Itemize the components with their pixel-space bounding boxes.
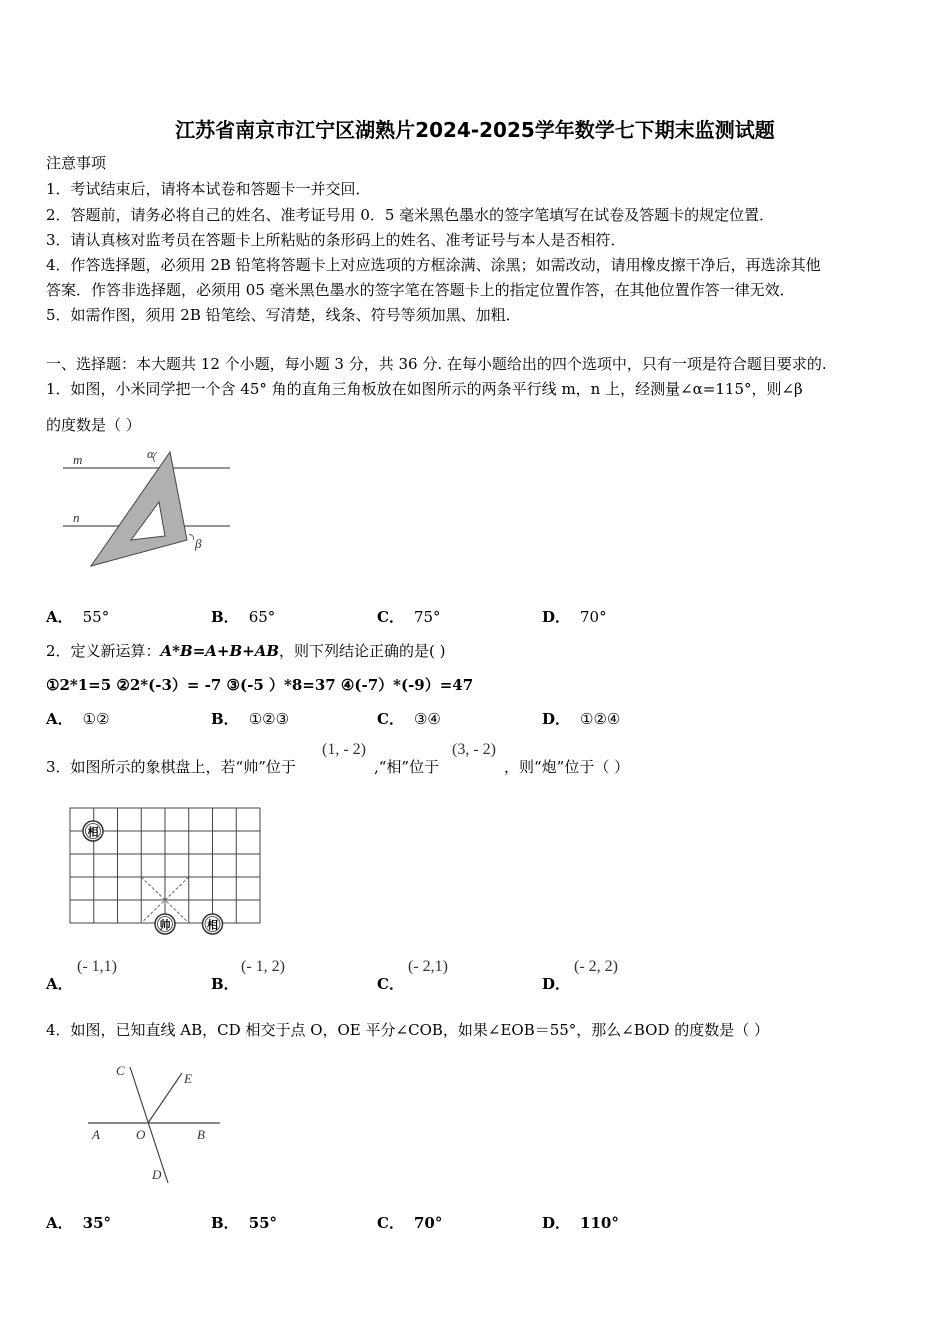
q2-option-a[interactable] (46, 708, 110, 729)
label-c: C (116, 1063, 125, 1078)
coord-xiang: (3, - 2) (452, 741, 496, 758)
option-text: ③④ (413, 710, 441, 728)
notice-item: 5．如需作图，须用 2B 铅笔绘、写清楚，线条、符号等须加黑、加粗． (46, 306, 521, 324)
option-text: 35° (82, 1214, 112, 1232)
option-key: C． (377, 975, 404, 993)
option-text: 75° (413, 608, 441, 626)
label-a: A (92, 1127, 100, 1142)
question-4-stem: 4．如图，已知直线 AB，CD 相交于点 O，OE 平分∠COB，如果∠EOB＝55°，那么∠BOD 的度数是（ ） (46, 1021, 770, 1039)
line-cd (130, 1067, 168, 1183)
q1-option-c[interactable] (377, 606, 441, 627)
q3-option-b-text: (- 1, 2) (241, 958, 285, 975)
q3-option-a-text: (- 1,1) (77, 958, 117, 975)
option-text: ①② (82, 710, 110, 728)
option-key: B． (211, 975, 239, 993)
option-key: C． (377, 710, 404, 728)
option-key: A． (46, 608, 73, 626)
option-text: ①②③ (248, 710, 290, 728)
question-3-stem-end: ，则“炮”位于（ ） (504, 758, 630, 776)
section-heading: 一、选择题：本大题共 12 个小题，每小题 3 分，共 36 分. 在每小题给出的四个选项中，只有一项是符合题目要求的. (46, 355, 827, 373)
chess-piece-shuai (155, 914, 175, 934)
chess-piece-xiang (203, 914, 223, 934)
q2-option-c[interactable] (377, 708, 441, 729)
notice-item: 2．答题前，请务必将自己的姓名、准考证号用 0．5 毫米黑色墨水的签字笔填写在试卷及答题卡的规定位置． (46, 206, 775, 224)
coord-shuai: (1, - 2) (322, 741, 366, 758)
option-key: B． (211, 1214, 239, 1232)
option-key: D． (542, 1214, 571, 1232)
question-1-stem-cont: 的度数是（ ） (46, 416, 141, 434)
notice-item: 3．请认真核对监考员在答题卡上所粘贴的条形码上的姓名、准考证号与本人是否相符． (46, 231, 626, 249)
option-key: B． (211, 710, 239, 728)
q3-option-c-text: (- 2,1) (408, 958, 448, 975)
q1-option-a[interactable] (46, 606, 109, 627)
question-4-figure (80, 1055, 225, 1190)
q2-option-b[interactable] (211, 708, 289, 729)
stem-formula: A*B=A+B+AB (160, 642, 280, 660)
option-text: ①②④ (580, 710, 621, 728)
q4-option-a[interactable] (46, 1212, 111, 1233)
label-alpha: α (147, 446, 154, 461)
q4-option-c[interactable] (377, 1212, 442, 1233)
label-b: B (197, 1127, 205, 1142)
option-key: C． (377, 608, 404, 626)
question-2-statements: ①2*1=5 ②2*(-3）= -7 ③(-5 ）*8=37 ④(-7）*(-9）=47 (46, 676, 474, 694)
option-text: 110° (580, 1214, 619, 1232)
q3-option-d-text: (- 2, 2) (574, 958, 618, 975)
notice-item: 答案．作答非选择题，必须用 05 毫米黑色墨水的签字笔在答题卡上的指定位置作答，在其他位置作答一律无效． (46, 281, 795, 299)
label-d: D (152, 1167, 162, 1182)
option-key: D． (542, 608, 571, 626)
q4-option-d[interactable] (542, 1212, 619, 1233)
question-2-stem (46, 640, 446, 661)
question-3-chessboard (62, 800, 272, 945)
q3-option-b[interactable] (211, 973, 249, 994)
q1-option-d[interactable] (542, 606, 607, 627)
q4-option-b[interactable] (211, 1212, 277, 1233)
option-key: D． (542, 710, 571, 728)
ray-oe (148, 1073, 182, 1123)
question-3-stem-mid: ,“相”位于 (374, 758, 440, 776)
option-text: 70° (580, 608, 607, 626)
label-e: E (184, 1071, 192, 1086)
question-1-stem: 1．如图，小米同学把一个含 45° 角的直角三角板放在如图所示的两条平行线 m，n 上，经测量∠α=115°，则∠β (46, 380, 803, 398)
option-key: B． (211, 608, 239, 626)
stem-prefix: 2．定义新运算： (46, 642, 161, 660)
page-title: 江苏省南京市江宁区湖熟片2024-2025学年数学七下期末监测试题 (175, 118, 775, 142)
notice-heading: 注意事项 (46, 154, 107, 172)
chess-piece-top (83, 821, 103, 841)
q2-option-d[interactable] (542, 708, 620, 729)
option-text: 70° (413, 1214, 443, 1232)
stem-suffix: ，则下列结论正确的是( ) (279, 642, 446, 660)
option-text: 55° (82, 608, 110, 626)
option-text: 65° (248, 608, 276, 626)
q1-option-b[interactable] (211, 606, 275, 627)
q3-option-d[interactable] (542, 973, 580, 994)
piece-label: 相 (87, 825, 99, 839)
question-3-stem: 3．如图所示的象棋盘上，若“帅”位于 (46, 758, 296, 776)
label-beta: β (195, 536, 202, 551)
option-text: 55° (248, 1214, 278, 1232)
option-key: A． (46, 975, 73, 993)
notice-item: 4．作答选择题，必须用 2B 铅笔将答题卡上对应选项的方框涂满、涂黑；如需改动，请用橡皮擦干净后，再选涂其他 (46, 256, 821, 274)
q3-option-c[interactable] (377, 973, 414, 994)
q3-option-a[interactable] (46, 973, 83, 994)
triangle-ruler (91, 452, 187, 566)
question-1-figure (55, 440, 245, 580)
label-m: m (73, 452, 83, 467)
piece-label: 相 (207, 918, 218, 932)
label-o: O (136, 1127, 146, 1142)
option-key: D． (542, 975, 571, 993)
option-key: A． (46, 710, 73, 728)
piece-label: 帅 (159, 918, 171, 932)
notice-item: 1．考试结束后，请将本试卷和答题卡一并交回． (46, 180, 371, 198)
option-key: A． (46, 1214, 73, 1232)
label-n: n (73, 510, 80, 525)
option-key: C． (377, 1214, 404, 1232)
